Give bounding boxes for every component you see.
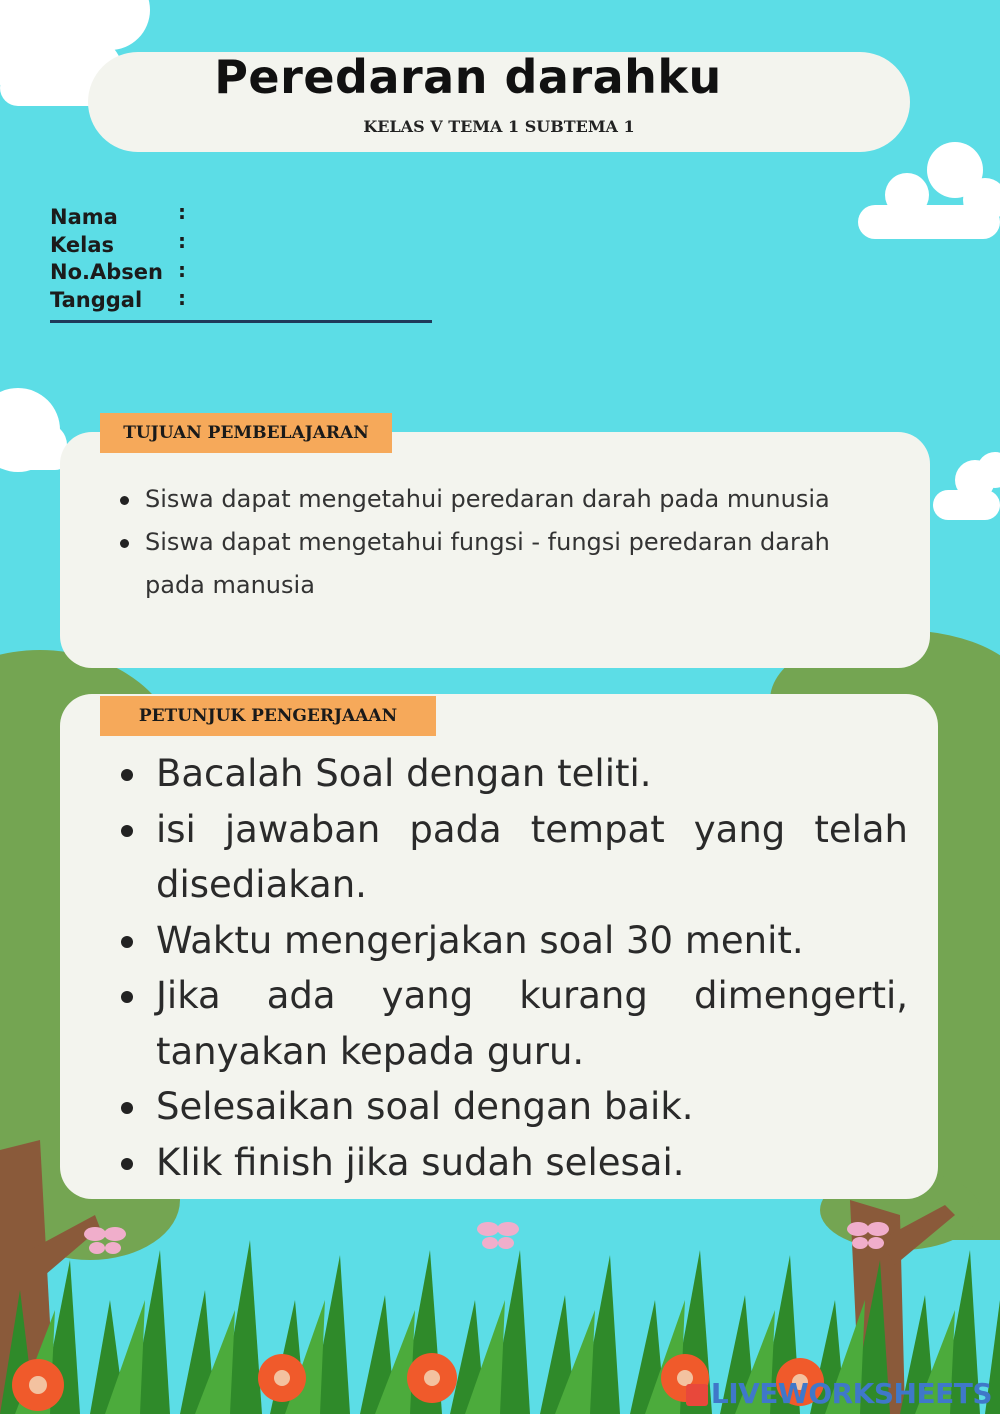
identity-label-kelas: Kelas <box>50 233 115 257</box>
page-title: Peredaran darahku <box>214 50 722 104</box>
bullet-dot <box>120 496 129 505</box>
cloud-mid-right <box>933 452 1000 520</box>
instruction-text: Waktu mengerjakan soal 30 menit. <box>156 918 804 962</box>
watermark-logo-icon <box>686 1384 708 1406</box>
list-item <box>145 478 875 521</box>
list-item <box>156 802 908 913</box>
instruction-text: Klik finish jika sudah selesai. <box>156 1140 685 1184</box>
bullet-dot <box>121 1158 133 1170</box>
butterflies <box>84 1222 889 1254</box>
instruction-text: isi jawaban pada tempat yang telah disediakan. <box>156 807 908 906</box>
identity-label-no-absen: No.Absen <box>50 260 163 284</box>
identity-colon-tanggal: : <box>178 286 186 310</box>
objective-text: Siswa dapat mengetahui peredaran darah pada munusia <box>145 485 830 513</box>
list-item <box>156 913 908 969</box>
list-item <box>156 746 908 802</box>
list-item <box>156 1079 908 1135</box>
list-item <box>156 1135 908 1191</box>
instruction-text: Selesaikan soal dengan baik. <box>156 1085 694 1128</box>
identity-underline <box>50 320 432 323</box>
objectives-list <box>145 478 875 607</box>
liveworksheets-watermark <box>686 1377 992 1410</box>
instructions-list <box>156 746 908 1190</box>
page-subtitle: KELAS V TEMA 1 SUBTEMA 1 <box>363 117 635 136</box>
objectives-heading: TUJUAN PEMBELAJARAN <box>100 413 392 453</box>
bullet-dot <box>121 1102 133 1114</box>
identity-label-nama: Nama <box>50 205 118 229</box>
watermark-text: LIVEWORKSHEETS <box>710 1377 992 1410</box>
bullet-dot <box>121 991 133 1003</box>
list-item <box>156 968 908 1079</box>
instructions-heading: PETUNJUK PENGERJAAAN <box>100 696 436 736</box>
identity-colon-nama: : <box>178 200 186 224</box>
cloud-top-right <box>858 142 1000 239</box>
objective-text: Siswa dapat mengetahui fungsi - fungsi peredaran darah pada manusia <box>145 528 830 599</box>
bullet-dot <box>120 539 129 548</box>
bullet-dot <box>121 769 133 781</box>
instruction-text: Jika ada yang kurang dimengerti, tanyakan kepada guru. <box>156 974 908 1073</box>
identity-label-tanggal: Tanggal <box>50 288 143 312</box>
list-item <box>145 521 875 607</box>
bullet-dot <box>121 936 133 948</box>
bullet-dot <box>121 825 133 837</box>
identity-colon-no-absen: : <box>178 258 186 282</box>
instruction-text: Bacalah Soal dengan teliti. <box>156 752 652 795</box>
identity-colon-kelas: : <box>178 229 186 253</box>
